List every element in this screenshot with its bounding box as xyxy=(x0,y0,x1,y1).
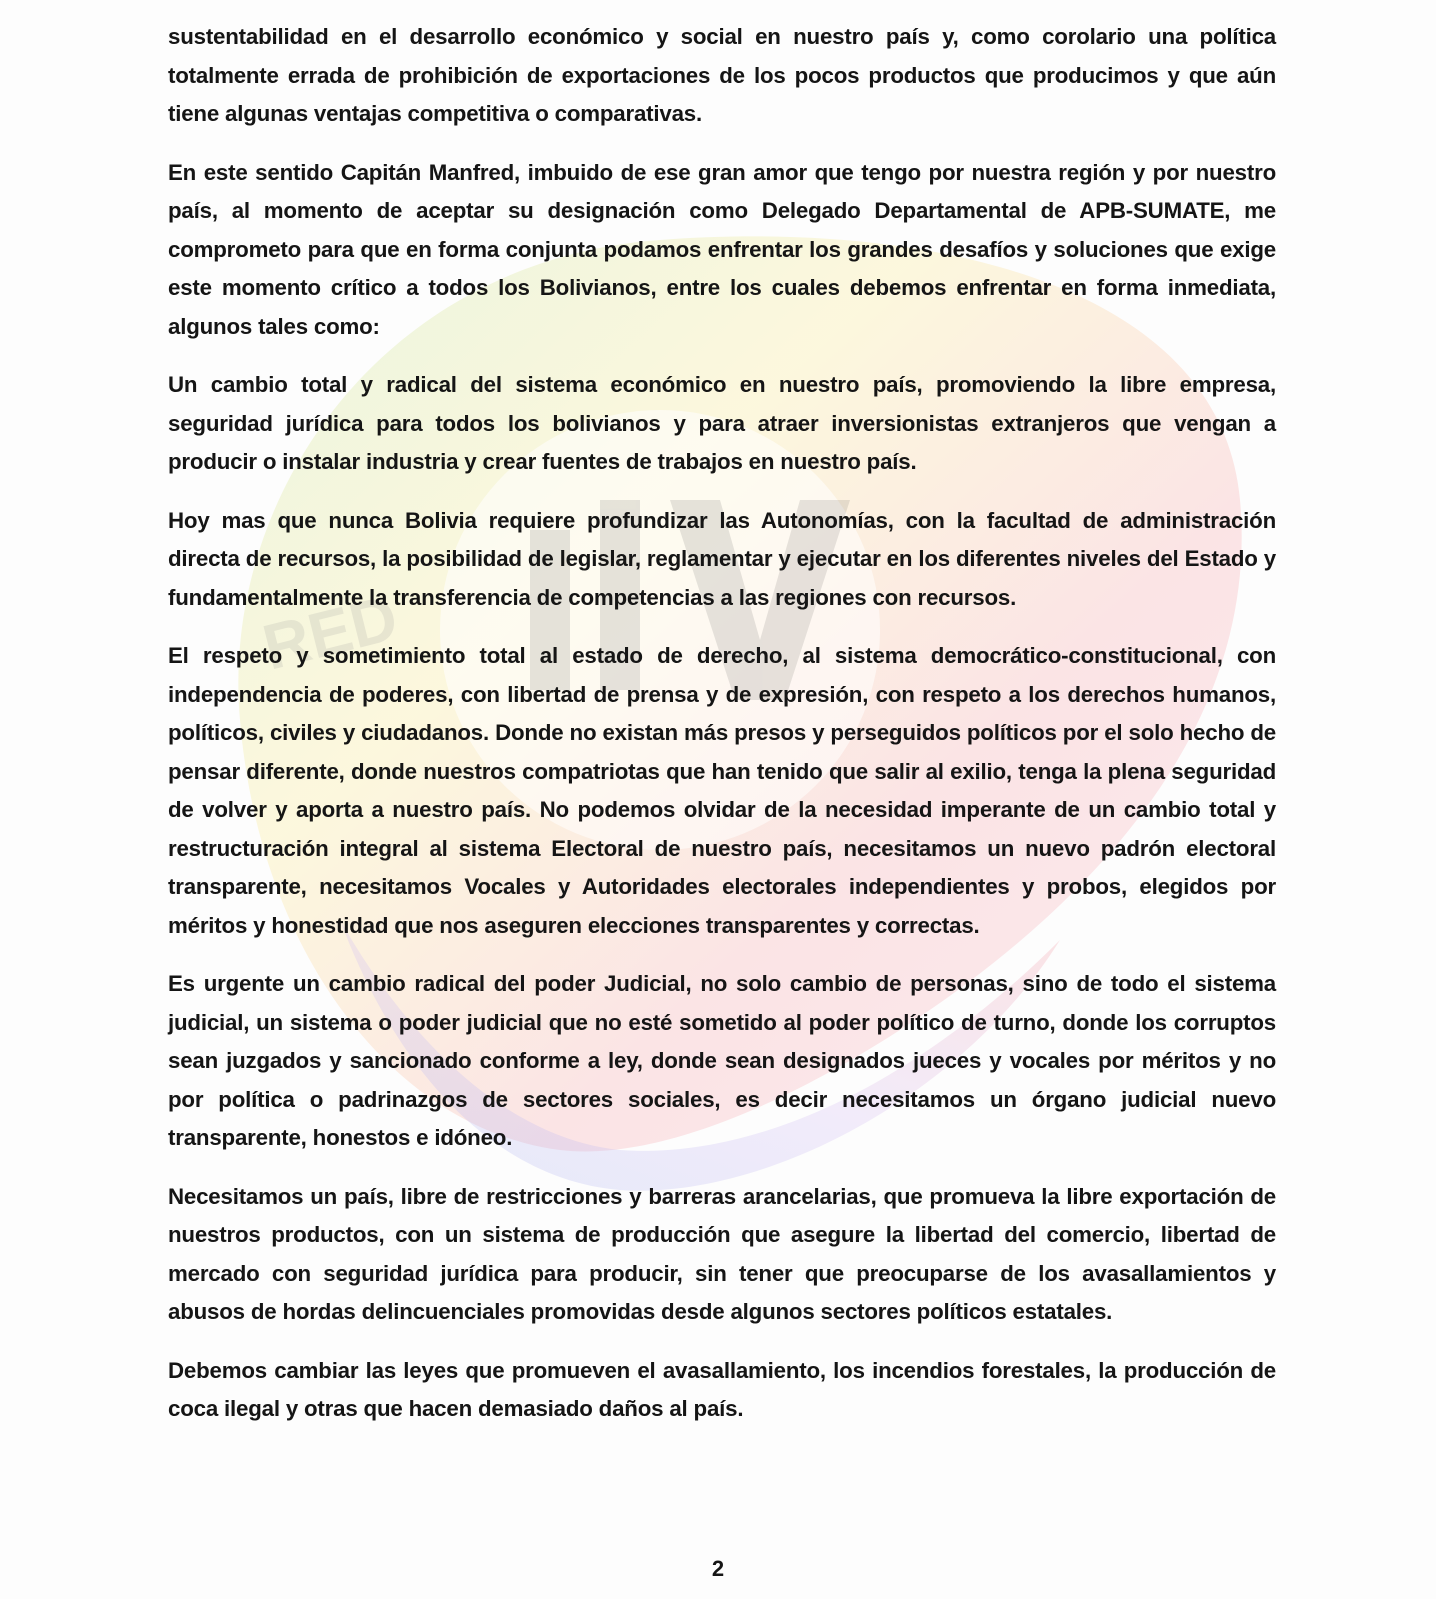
paragraph: Necesitamos un país, libre de restricciones y barreras arancelarias, que promueva la libre exportación de nuestros productos, con un sistema de producción que asegure la libertad del comercio, libertad de mercado con seguridad jurídica para producir, sin tener que preocuparse de los avasallamientos y abusos de hordas delincuenciales promovidas desde algunos sectores políticos estatales. xyxy=(168,1183,1276,1324)
paragraph: Es urgente un cambio radical del poder Judicial, no solo cambio de personas, sino de todo el sistema judicial, un sistema o poder judicial que no esté sometido al poder político de turno, donde los corruptos sean juzgados y sancionado conforme a ley, donde sean designados jueces y vocales por méritos y no por política o padrinazgos de sectores sociales, es decir necesitamos un órgano judicial nuevo transparente, honestos e idóneo. xyxy=(168,971,1276,1150)
document-body xyxy=(168,18,1276,1449)
paragraph: En este sentido Capitán Manfred, imbuido de ese gran amor que tengo por nuestra región y por nuestro país, al momento de aceptar su designación como Delegado Departamental de APB-SUMATE, me comprometo para que en forma conjunta podamos enfrentar los grandes desafíos y soluciones que exige este momento crítico a todos los Bolivianos, entre los cuales debemos enfrentar en forma inmediata, algunos tales como: xyxy=(168,159,1276,339)
paragraph: Debemos cambiar las leyes que promueven el avasallamiento, los incendios forestales, la producción de coca ilegal y otras que hacen demasiado daños al país. xyxy=(168,1357,1276,1421)
paragraph: Hoy mas que nunca Bolivia requiere profundizar las Autonomías, con la facultad de administración directa de recursos, la posibilidad de legislar, reglamentar y ejecutar en los diferentes niveles del Estado y fundamentalmente la transferencia de competencias a las regiones con recursos. xyxy=(168,507,1276,610)
page-number: 2 xyxy=(711,1556,725,1581)
paragraph: Un cambio total y radical del sistema económico en nuestro país, promoviendo la libre empresa, seguridad jurídica para todos los bolivianos y para atraer inversionistas extranjeros que vengan a producir o instalar industria y crear fuentes de trabajos en nuestro país. xyxy=(168,372,1276,474)
paragraph: El respeto y sometimiento total al estado de derecho, al sistema democrático-constitucional, con independencia de poderes, con libertad de prensa y de expresión, con respeto a los derechos humanos, políticos, civiles y ciudadanos. Donde no existan más presos y perseguidos políticos por el solo hecho de pensar diferente, donde nuestros compatriotas que han tenido que salir al exilio, tenga la plena seguridad de volver y aporta a nuestro país. No podemos olvidar de la necesidad imperante de un cambio total y restructuración integral al sistema Electoral de nuestro país, necesitamos un nuevo padrón electoral transparente, necesitamos Vocales y Autoridades electorales independientes y probos, elegidos por méritos y honestidad que nos aseguren elecciones transparentes y correctas. xyxy=(168,643,1276,938)
paragraph: sustentabilidad en el desarrollo económico y social en nuestro país y, como corolario una política totalmente errada de prohibición de exportaciones de los pocos productos que producimos y que aún tiene algunas ventajas competitiva o comparativas. xyxy=(168,24,1276,126)
watermark-text: RED xyxy=(255,581,405,684)
